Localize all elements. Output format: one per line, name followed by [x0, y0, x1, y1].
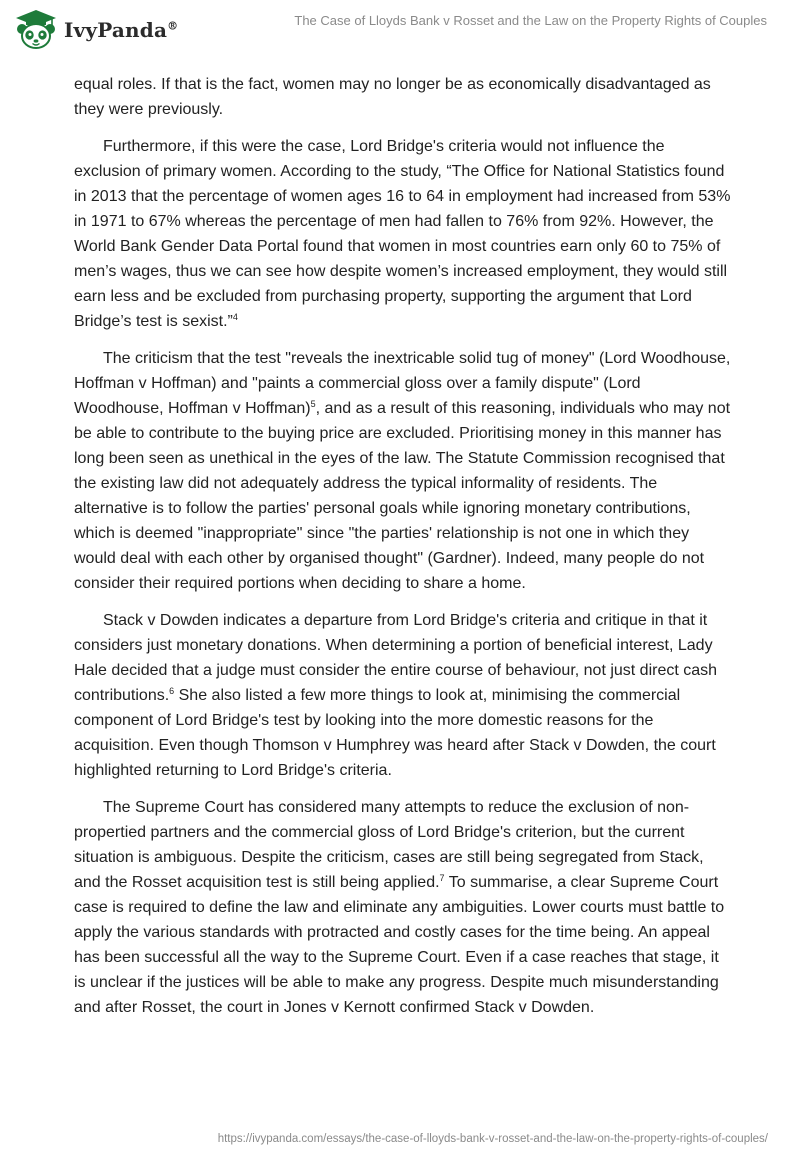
- page-header: [0, 0, 800, 62]
- footnote-reference[interactable]: 6: [169, 686, 175, 696]
- essay-paragraph: [74, 134, 734, 334]
- brand-registered-mark: ®: [167, 19, 179, 33]
- essay-paragraph: [74, 608, 734, 783]
- paragraph-text: equal roles. If that is the fact, women may no longer be as economically disadvantaged as they were previously.: [74, 76, 711, 118]
- panda-graduate-icon: [14, 8, 58, 50]
- brand-logo[interactable]: [14, 8, 178, 50]
- document-title: The Case of Lloyds Bank v Rosset and the Law on the Property Rights of Couples: [294, 13, 767, 28]
- essay-paragraph: [74, 795, 734, 1020]
- paragraph-text: To summarise, a clear Supreme Court case is required to define the law and eliminate any ambiguities. Lower courts must battle to apply the various standards with protracted and costly cases for the time being. An appeal has been successful all the way to the Supreme Court. Even if a case reaches that stage, it is unclear if the justices will be able to make any progress. Despite much misunderstanding and after Rosset, the court in Jones v Kernott confirmed Stack v Dowden.: [74, 874, 725, 1016]
- brand-name: [64, 18, 178, 42]
- paragraph-text: , and as a result of this reasoning, individuals who may not be able to contribute to the buying price are excluded. Prioritising money in this manner has long been seen as unethical in the eyes of the law. The Statute Commission recognised that the existing law did not adequately address the typical informality of residents. The alternative is to follow the parties' personal goals while ignoring monetary contributions, which is deemed "inappropriate" since "the parties' relationship is not one in which they would deal with each other by organised thought" (Gardner). Indeed, many people do not consider their required portions when deciding to share a home.: [74, 400, 731, 592]
- footnote-reference[interactable]: 5: [310, 399, 316, 409]
- essay-body: [74, 72, 734, 1032]
- footnote-reference[interactable]: 4: [232, 312, 238, 322]
- footnote-reference[interactable]: 7: [439, 873, 445, 883]
- brand-label: IvyPanda: [64, 18, 168, 42]
- paragraph-text: The criticism that the test "reveals the inextricable solid tug of money" (Lord Woodhouse, Hoffman v Hoffman) and "paints a commercial gloss over a family dispute" (Lord Woodhouse, Hoffman v Hoffman): [74, 350, 731, 417]
- essay-paragraph: [74, 72, 734, 122]
- paragraph-text: Furthermore, if this were the case, Lord Bridge's criteria would not influence the exclusion of primary women. According to the study, “The Office for National Statistics found in 2013 that the percentage of women ages 16 to 64 in employment had increased from 53% in 1971 to 67% whereas the percentage of men had fallen to 76% from 92%. However, the World Bank Gender Data Portal found that women in most countries earn only 60 to 75% of men’s wages, thus we can see how despite women’s increased employment, they would still earn less and be excluded from purchasing property, supporting the argument that Lord Bridge’s test is sexist.”: [74, 138, 731, 330]
- paragraph-text: The Supreme Court has considered many attempts to reduce the exclusion of non-propertied partners and the commercial gloss of Lord Bridge's criterion, but the current situation is ambiguous. Despite the criticism, cases are still being segregated from Stack, and the Rosset acquisition test is still being applied.: [74, 799, 704, 891]
- footer-url-link[interactable]: https://ivypanda.com/essays/the-case-of-lloyds-bank-v-rosset-and-the-law-on-the-property-rights-of-couples/: [217, 1133, 768, 1145]
- paragraph-text: She also listed a few more things to look at, minimising the commercial component of Lord Bridge's test by looking into the more domestic reasons for the acquisition. Even though Thomson v Humphrey was heard after Stack v Dowden, the court highlighted returning to Lord Bridge's criteria.: [74, 687, 716, 779]
- essay-paragraph: [74, 346, 734, 596]
- paragraph-text: Stack v Dowden indicates a departure from Lord Bridge's criteria and critique in that it considers just monetary donations. When determining a portion of beneficial interest, Lady Hale decided that a judge must consider the entire course of behaviour, not just direct cash contributions.: [74, 612, 718, 704]
